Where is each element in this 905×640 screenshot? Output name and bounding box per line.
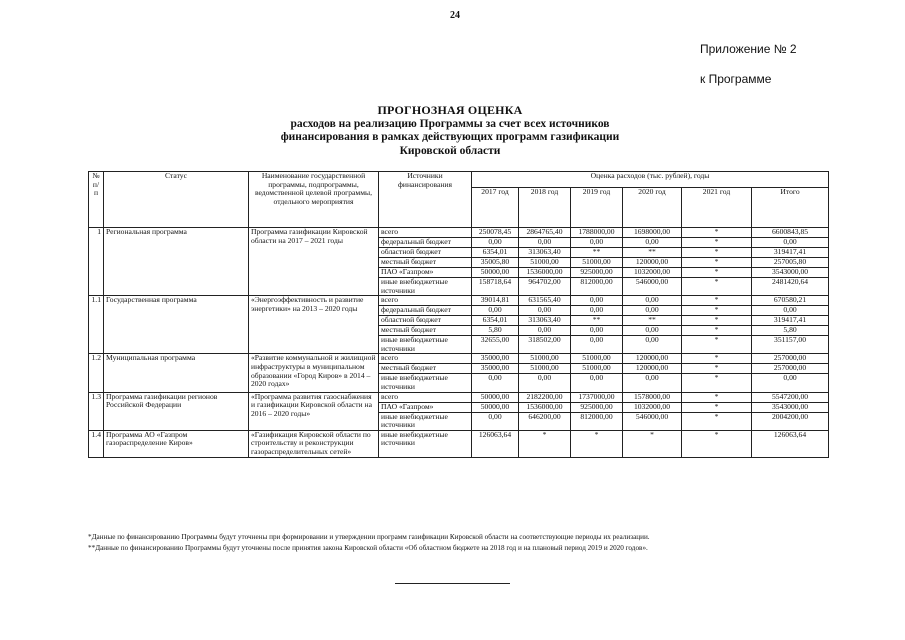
- row-value-cell: *: [682, 430, 752, 457]
- row-value-cell: 0,00: [519, 326, 571, 336]
- row-funding-source: иные внебюджетные источники: [379, 336, 472, 354]
- row-value-cell: 39014,81: [472, 296, 519, 306]
- row-value-cell: 0,00: [519, 306, 571, 316]
- title-line: Кировской области: [399, 144, 501, 157]
- row-value-cell: *: [682, 306, 752, 316]
- row-value-cell: 6354,01: [472, 316, 519, 326]
- row-number: 1.4: [89, 430, 104, 457]
- header-status: Статус: [104, 172, 249, 228]
- title-line: расходов на реализацию Программы за счет всех источников: [290, 117, 610, 130]
- row-funding-source: ПАО «Газпром»: [379, 268, 472, 278]
- row-value-cell: 6354,01: [472, 248, 519, 258]
- row-value-cell: *: [682, 374, 752, 392]
- row-number: 1.1: [89, 296, 104, 354]
- row-funding-source: всего: [379, 296, 472, 306]
- row-value-cell: 35000,00: [472, 364, 519, 374]
- table-row: [89, 228, 829, 238]
- row-value-cell: 51000,00: [571, 364, 623, 374]
- row-value-cell: 0,00: [571, 238, 623, 248]
- row-value-cell: *: [682, 268, 752, 278]
- row-value-cell: 51000,00: [519, 364, 571, 374]
- row-value-cell: 5,80: [752, 326, 829, 336]
- row-value-cell: *: [682, 316, 752, 326]
- row-value-cell: 126063,64: [752, 430, 829, 457]
- row-funding-source: иные внебюджетные источники: [379, 278, 472, 296]
- row-value-cell: 2864765,40: [519, 228, 571, 238]
- row-value-cell: *: [682, 354, 752, 364]
- row-value-cell: 6600843,85: [752, 228, 829, 238]
- row-value-cell: 964702,00: [519, 278, 571, 296]
- title-line: финансирования в рамках действующих программ газификации: [280, 131, 620, 143]
- row-value-cell: 5,80: [472, 326, 519, 336]
- row-number: 1: [89, 228, 104, 296]
- row-value-cell: 319417,41: [752, 316, 829, 326]
- row-value-cell: 0,00: [472, 374, 519, 392]
- footnote-single-star: *Данные по финансированию Программы будут уточнены при формировании и утверждении программ газификации Кировской области на соответствующие периоды их реализации.: [88, 533, 650, 541]
- row-value-cell: 3543000,00: [752, 402, 829, 412]
- row-value-cell: 0,00: [752, 238, 829, 248]
- row-value-cell: 0,00: [472, 306, 519, 316]
- row-funding-source: областной бюджет: [379, 316, 472, 326]
- row-value-cell: 5547200,00: [752, 392, 829, 402]
- header-year-2017: 2017 год: [472, 188, 519, 228]
- row-value-cell: *: [682, 392, 752, 402]
- header-number: № п/п: [89, 172, 104, 228]
- program-reference: к Программе: [700, 72, 772, 86]
- table-row: [89, 354, 829, 364]
- row-value-cell: *: [682, 228, 752, 238]
- table-row: [89, 392, 829, 402]
- header-program-name: Наименование государственной программы, подпрограммы, ведомственной целевой программы, отдельного мероприятия: [249, 172, 379, 228]
- row-funding-source: федеральный бюджет: [379, 238, 472, 248]
- row-value-cell: 0,00: [752, 306, 829, 316]
- header-year-2018: 2018 год: [519, 188, 571, 228]
- row-value-cell: 925000,00: [571, 268, 623, 278]
- row-funding-source: всего: [379, 392, 472, 402]
- header-year-2019: 2019 год: [571, 188, 623, 228]
- row-value-cell: 120000,00: [623, 364, 682, 374]
- row-value-cell: 120000,00: [623, 258, 682, 268]
- row-funding-source: областной бюджет: [379, 248, 472, 258]
- row-value-cell: 51000,00: [519, 354, 571, 364]
- row-value-cell: 1698000,00: [623, 228, 682, 238]
- row-status: Муниципальная программа: [104, 354, 249, 392]
- row-value-cell: 50000,00: [472, 402, 519, 412]
- row-value-cell: 0,00: [623, 374, 682, 392]
- row-value-cell: 0,00: [571, 374, 623, 392]
- row-value-cell: 1788000,00: [571, 228, 623, 238]
- row-value-cell: 1536000,00: [519, 402, 571, 412]
- row-value-cell: 1578000,00: [623, 392, 682, 402]
- row-program-name: «Энергоэффективность и развитие энергетики» на 2013 – 2020 годы: [249, 296, 379, 354]
- row-value-cell: *: [682, 326, 752, 336]
- row-value-cell: 0,00: [623, 238, 682, 248]
- row-value-cell: 0,00: [571, 306, 623, 316]
- header-year-2020: 2020 год: [623, 188, 682, 228]
- row-funding-source: иные внебюджетные источники: [379, 430, 472, 457]
- expense-estimate-table: [88, 171, 829, 458]
- row-value-cell: *: [682, 258, 752, 268]
- row-funding-source: иные внебюджетные источники: [379, 412, 472, 430]
- row-value-cell: 2481420,64: [752, 278, 829, 296]
- table-body: [89, 228, 829, 458]
- document-title: [150, 104, 750, 158]
- row-value-cell: 126063,64: [472, 430, 519, 457]
- row-program-name: Программа газификации Кировской области на 2017 – 2021 годы: [249, 228, 379, 296]
- row-funding-source: всего: [379, 228, 472, 238]
- row-value-cell: 631565,40: [519, 296, 571, 306]
- row-value-cell: 1536000,00: [519, 268, 571, 278]
- row-value-cell: 670580,21: [752, 296, 829, 306]
- row-value-cell: 0,00: [571, 296, 623, 306]
- row-value-cell: 1032000,00: [623, 268, 682, 278]
- row-value-cell: *: [682, 336, 752, 354]
- row-value-cell: 0,00: [519, 374, 571, 392]
- row-value-cell: **: [623, 248, 682, 258]
- row-value-cell: 0,00: [571, 336, 623, 354]
- row-value-cell: *: [682, 402, 752, 412]
- signature-line: [395, 583, 510, 584]
- row-value-cell: 35005,80: [472, 258, 519, 268]
- row-value-cell: *: [682, 364, 752, 374]
- row-value-cell: 319417,41: [752, 248, 829, 258]
- row-value-cell: *: [682, 296, 752, 306]
- row-value-cell: *: [519, 430, 571, 457]
- row-funding-source: местный бюджет: [379, 364, 472, 374]
- header-expense-estimate: Оценка расходов (тыс. рублей), годы: [472, 172, 829, 188]
- row-value-cell: 51000,00: [571, 258, 623, 268]
- table-row: [89, 296, 829, 306]
- row-funding-source: ПАО «Газпром»: [379, 402, 472, 412]
- row-status: Государственная программа: [104, 296, 249, 354]
- row-value-cell: *: [682, 238, 752, 248]
- row-program-name: «Развитие коммунальной и жилищной инфраструктуры в муниципальном образовании «Город Киров» в 2014 – 2020 годах»: [249, 354, 379, 392]
- row-value-cell: 313063,40: [519, 248, 571, 258]
- row-funding-source: местный бюджет: [379, 258, 472, 268]
- row-program-name: «Газификация Кировской области по строительству и реконструкции газораспределительных сетей»: [249, 430, 379, 457]
- row-value-cell: 1737000,00: [571, 392, 623, 402]
- row-funding-source: местный бюджет: [379, 326, 472, 336]
- row-value-cell: 0,00: [752, 374, 829, 392]
- row-value-cell: **: [571, 316, 623, 326]
- row-value-cell: 3543000,00: [752, 268, 829, 278]
- row-value-cell: 250078,45: [472, 228, 519, 238]
- row-value-cell: 120000,00: [623, 354, 682, 364]
- row-value-cell: 0,00: [472, 412, 519, 430]
- row-value-cell: 313063,40: [519, 316, 571, 326]
- row-program-name: «Программа развития газоснабжения и газификации Кировской области на 2016 – 2020 годы»: [249, 392, 379, 430]
- row-value-cell: 0,00: [623, 306, 682, 316]
- row-value-cell: **: [623, 316, 682, 326]
- row-status: Программа АО «Газпром газораспределение Киров»: [104, 430, 249, 457]
- row-value-cell: 32655,00: [472, 336, 519, 354]
- row-value-cell: **: [571, 248, 623, 258]
- row-value-cell: *: [682, 278, 752, 296]
- row-funding-source: федеральный бюджет: [379, 306, 472, 316]
- page-number: 24: [450, 10, 460, 21]
- title-line: ПРОГНОЗНАЯ ОЦЕНКА: [377, 103, 523, 117]
- row-value-cell: 546000,00: [623, 412, 682, 430]
- row-value-cell: 646200,00: [519, 412, 571, 430]
- row-status: Региональная программа: [104, 228, 249, 296]
- row-value-cell: 257000,00: [752, 354, 829, 364]
- row-value-cell: 351157,00: [752, 336, 829, 354]
- row-value-cell: 2182200,00: [519, 392, 571, 402]
- header-total: Итого: [752, 188, 829, 228]
- row-value-cell: 0,00: [623, 326, 682, 336]
- row-value-cell: 0,00: [623, 296, 682, 306]
- row-value-cell: 546000,00: [623, 278, 682, 296]
- appendix-label: Приложение № 2: [700, 42, 797, 56]
- row-value-cell: *: [682, 412, 752, 430]
- row-value-cell: 50000,00: [472, 392, 519, 402]
- row-value-cell: 158718,64: [472, 278, 519, 296]
- row-value-cell: 0,00: [571, 326, 623, 336]
- row-value-cell: 51000,00: [571, 354, 623, 364]
- footnote-double-star: **Данные по финансированию Программы будут уточнены после принятия закона Кировской области «Об областном бюджете на 2018 год и на плановый период 2019 и 2020 годов».: [88, 544, 648, 552]
- row-value-cell: 0,00: [472, 238, 519, 248]
- row-value-cell: 35000,00: [472, 354, 519, 364]
- row-number: 1.3: [89, 392, 104, 430]
- row-value-cell: 257005,80: [752, 258, 829, 268]
- row-value-cell: 925000,00: [571, 402, 623, 412]
- row-value-cell: *: [623, 430, 682, 457]
- header-funding-source: Источники финансирования: [379, 172, 472, 228]
- row-value-cell: *: [682, 248, 752, 258]
- row-value-cell: 2004200,00: [752, 412, 829, 430]
- row-funding-source: иные внебюджетные источники: [379, 374, 472, 392]
- row-number: 1.2: [89, 354, 104, 392]
- header-year-2021: 2021 год: [682, 188, 752, 228]
- row-value-cell: 812000,00: [571, 278, 623, 296]
- row-funding-source: всего: [379, 354, 472, 364]
- row-value-cell: 50000,00: [472, 268, 519, 278]
- row-value-cell: 0,00: [623, 336, 682, 354]
- row-status: Программа газификации регионов Российской Федерации: [104, 392, 249, 430]
- row-value-cell: *: [571, 430, 623, 457]
- row-value-cell: 257000,00: [752, 364, 829, 374]
- row-value-cell: 812000,00: [571, 412, 623, 430]
- footnotes: [88, 532, 828, 554]
- table-row: [89, 430, 829, 457]
- row-value-cell: 1032000,00: [623, 402, 682, 412]
- row-value-cell: 318502,00: [519, 336, 571, 354]
- row-value-cell: 0,00: [519, 238, 571, 248]
- row-value-cell: 51000,00: [519, 258, 571, 268]
